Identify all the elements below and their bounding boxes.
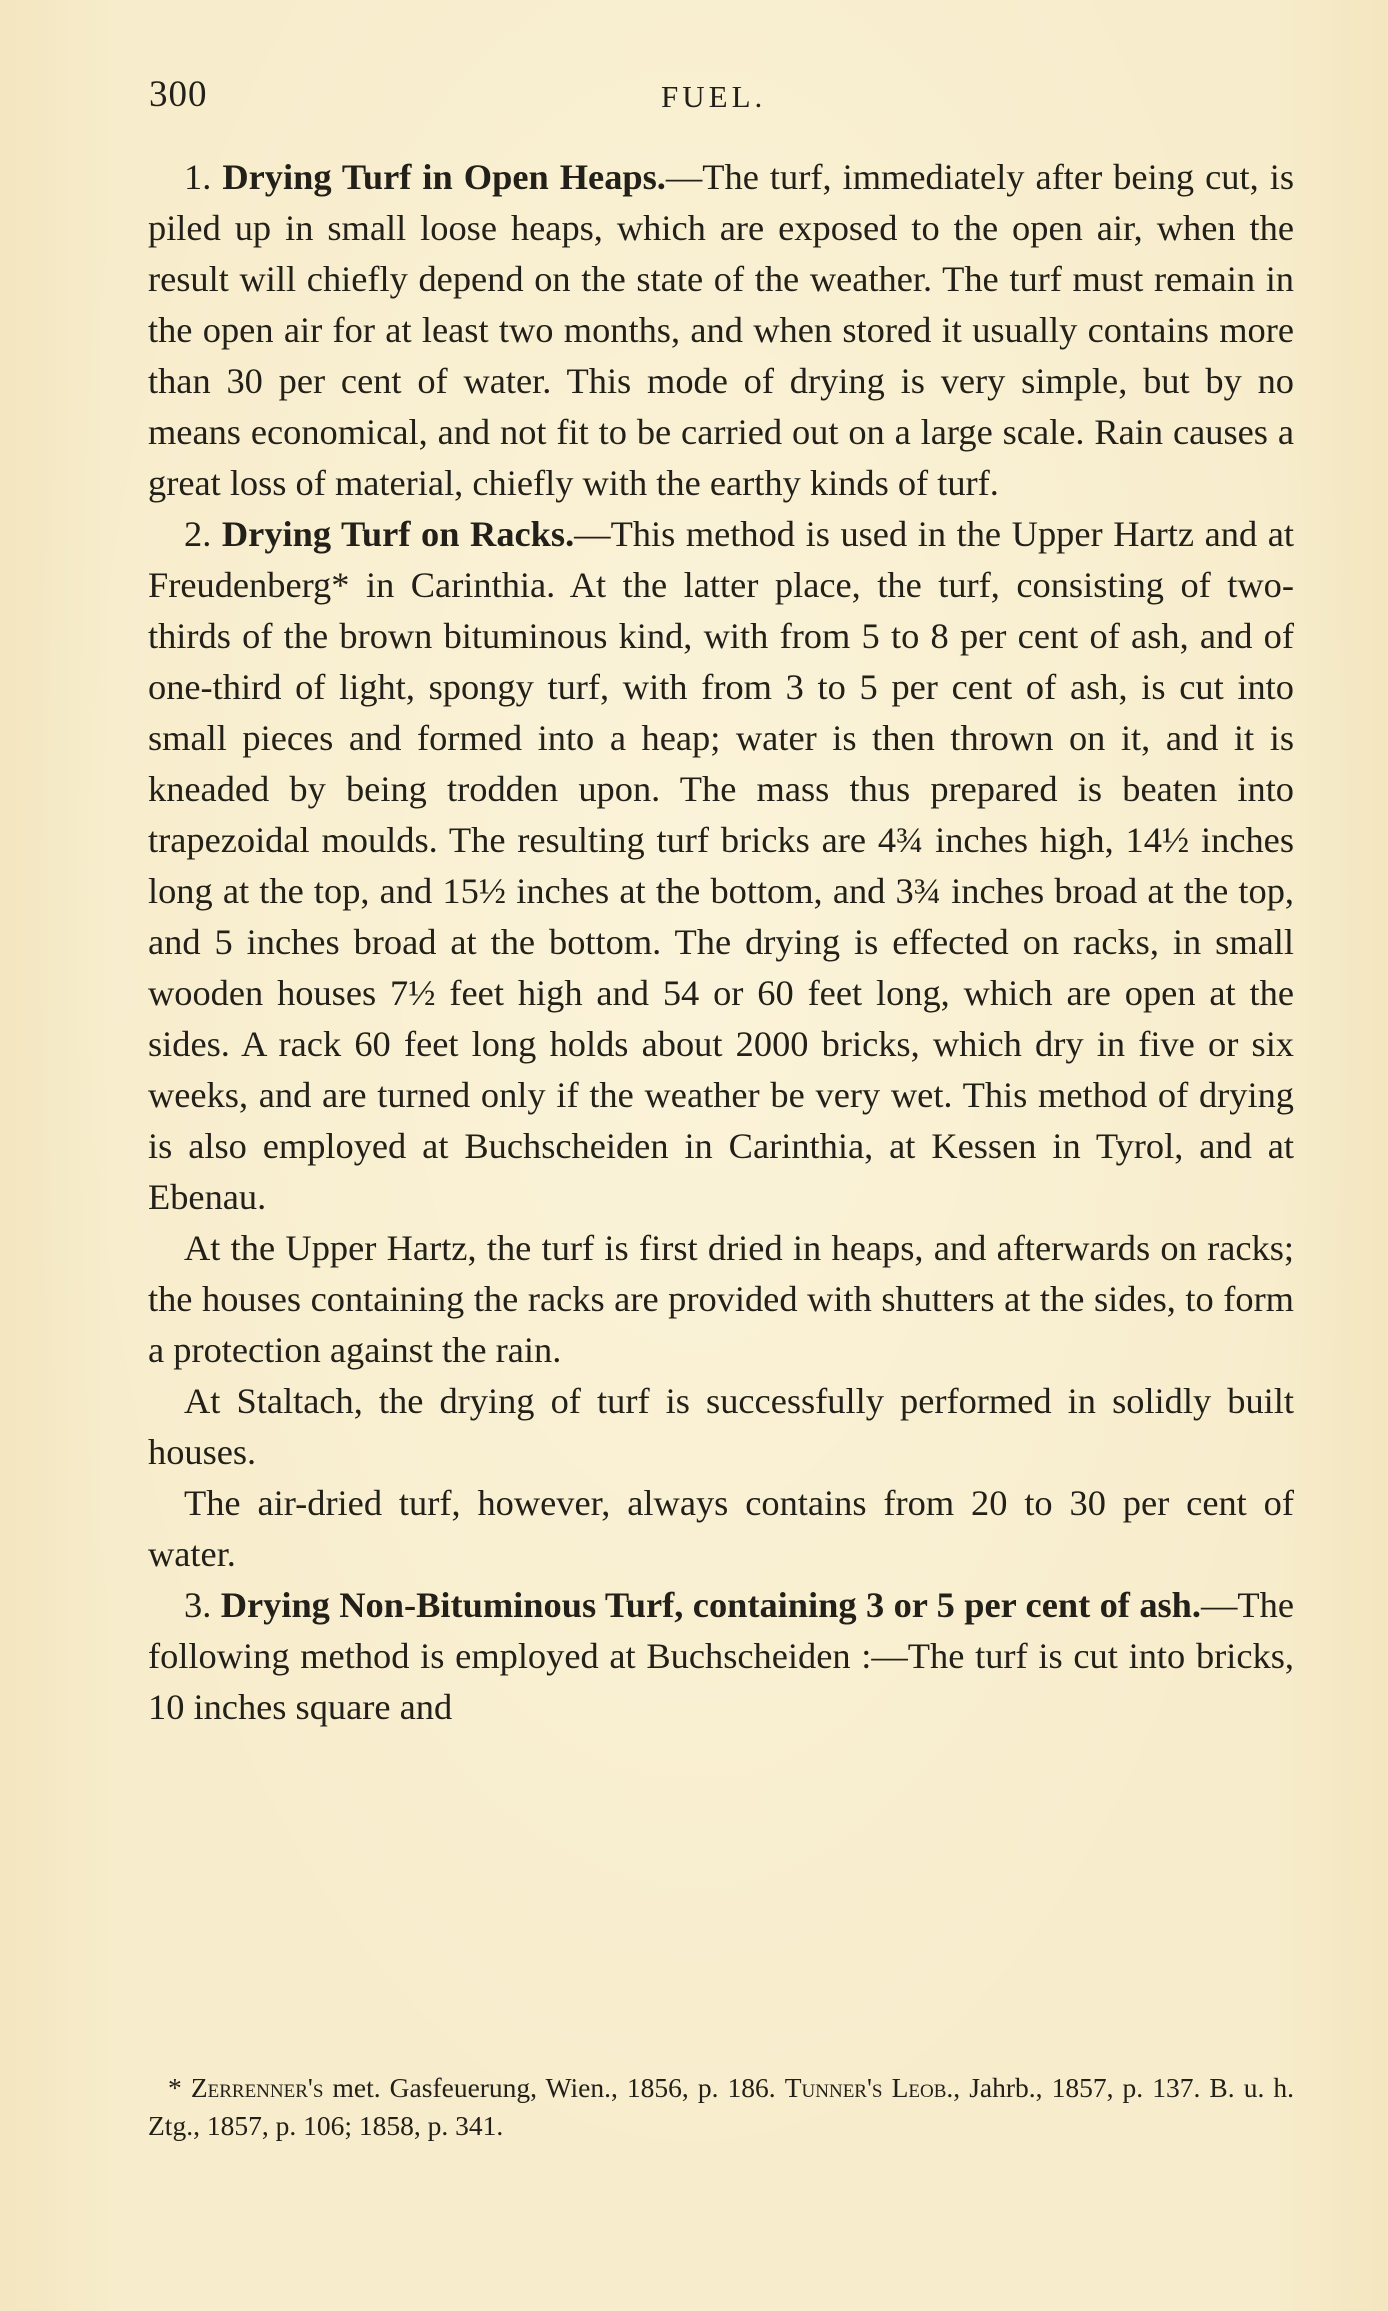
footnote-author: Zerrenner's: [190, 2072, 324, 2103]
body-text: [148, 152, 1294, 1733]
footnote-text: met. Gasfeuerung, Wien., 1856, p. 186.: [323, 2072, 785, 2103]
footnote-author: Tunner's Leob.,: [784, 2072, 961, 2103]
footnote: [148, 2069, 1294, 2145]
paragraph-text: —This method is used in the Upper Hartz and at Freudenberg* in Carinthia. At the latter place, the turf, consisting of two-thirds of the brown bituminous kind, with from 5 to 8 per cent of ash, and of one-third of light, spongy turf, with from 3 to 5 per cent of ash, is cut into small pieces and formed into a heap; water is then thrown on it, and it is kneaded by being trodden upon. The mass thus prepared is beaten into trapezoidal moulds. The resulting turf bricks are 4¾ inches high, 14½ inches long at the top, and 15½ inches at the bottom, and 3¾ inches broad at the top, and 5 inches broad at the bottom. The drying is effected on racks, in small wooden houses 7½ feet high and 54 or 60 feet long, which are open at the sides. A rack 60 feet long holds about 2000 bricks, which dry in five or six weeks, and are turned only if the weather be very wet. This method of drying is also employed at Buchscheiden in Carinthia, at Kessen in Tyrol, and at Ebenau.: [148, 514, 1294, 1217]
paragraph-heading: Drying Turf in Open Heaps.: [222, 157, 666, 197]
paragraph-upper-hartz: [148, 1223, 1294, 1376]
footnote-text: Jahrb., 1857, p. 137. B. u. h. Ztg., 1857, p. 106; 1858, p. 341.: [148, 2072, 1295, 2141]
paragraph-text: At Staltach, the drying of turf is successfully performed in solidly built houses.: [148, 1381, 1294, 1472]
paragraph-drying-open-heaps: [148, 152, 1294, 509]
paragraph-number: 2.: [184, 514, 212, 554]
paragraph-air-dried: [148, 1478, 1294, 1580]
running-head: [149, 70, 1299, 120]
paragraph-text: At the Upper Hartz, the turf is first dried in heaps, and afterwards on racks; the houses containing the racks are provided with shutters at the sides, to form a protection against the rain.: [148, 1228, 1294, 1370]
paragraph-drying-on-racks: [148, 509, 1294, 1223]
paragraph-number: 3.: [184, 1585, 212, 1625]
paragraph-text: The air-dried turf, however, always contains from 20 to 30 per cent of water.: [148, 1483, 1294, 1574]
paragraph-text: —The turf, immediately after being cut, is piled up in small loose heaps, which are exposed to the open air, when the result will chiefly depend on the state of the weather. The turf must remain in the open air for at least two months, and when stored it usually contains more than 30 per cent of water. This mode of drying is very simple, but by no means economical, and not fit to be carried out on a large scale. Rain causes a great loss of material, chiefly with the earthy kinds of turf.: [148, 157, 1294, 503]
page-number: 300: [149, 74, 208, 115]
paragraph-number: 1.: [184, 157, 212, 197]
paragraph-non-bituminous: [148, 1580, 1294, 1733]
footnote-marker: *: [168, 2072, 182, 2103]
paragraph-staltach: [148, 1376, 1294, 1478]
paragraph-heading: Drying Turf on Racks.: [221, 514, 575, 554]
running-title: FUEL.: [661, 79, 767, 114]
paragraph-text: —The following method is employed at Buchscheiden :—The turf is cut into bricks, 10 inches square and: [148, 1585, 1294, 1727]
paragraph-heading: Drying Non-Bituminous Turf, containing 3 or 5 per cent of ash.: [220, 1585, 1202, 1625]
